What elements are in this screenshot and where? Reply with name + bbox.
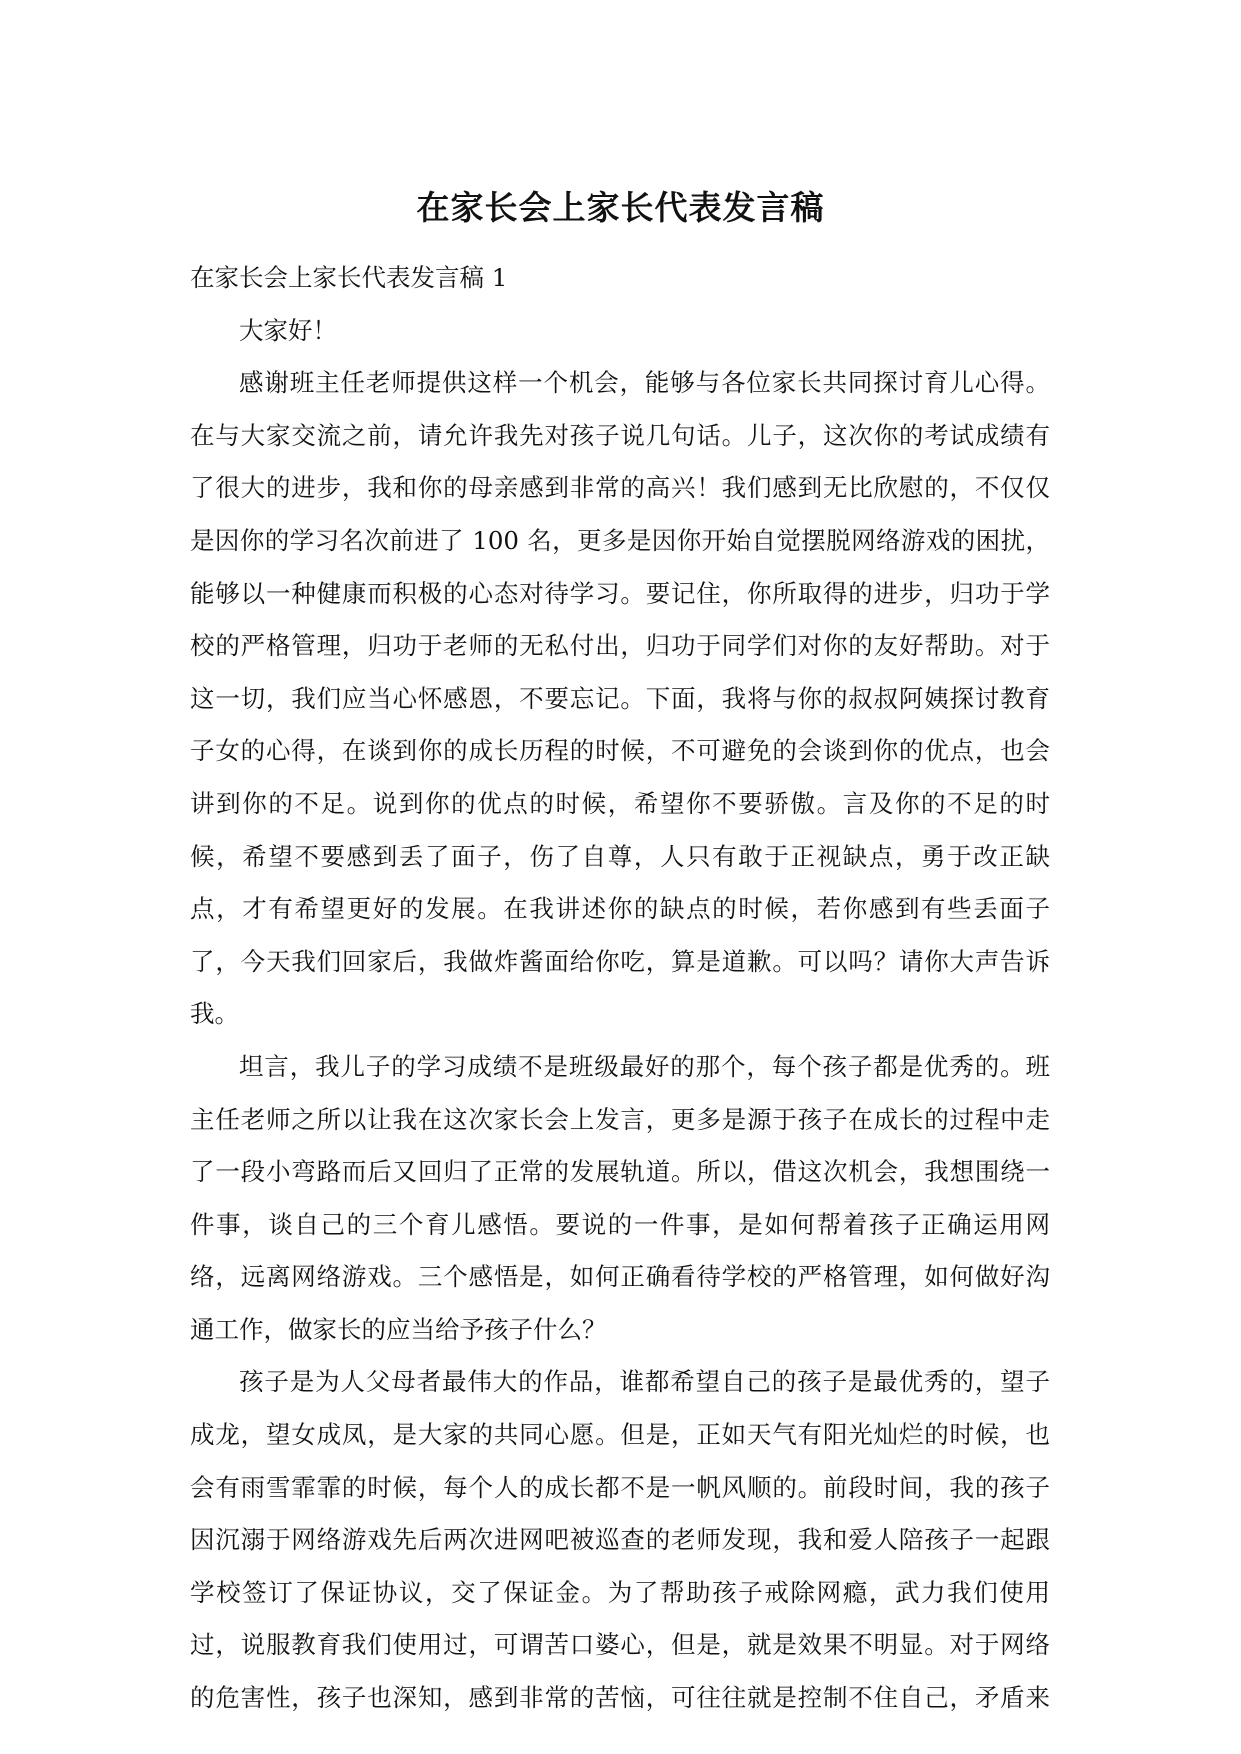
text-line: 会有雨雪霏霏的时候，每个人的成长都不是一帆风顺的。前段时间，我的孩子 — [190, 1472, 1050, 1502]
text-line: 过，说服教育我们使用过，可谓苦口婆心，但是，就是效果不明显。对于网络 — [190, 1630, 1050, 1660]
text-line: 件事，谈自己的三个育儿感悟。要说的一件事，是如何帮着孩子正确运用网 — [190, 1209, 1050, 1239]
document-title: 在家长会上家长代表发言稿 — [416, 188, 825, 227]
text-line: 学校签订了保证协议，交了保证金。为了帮助孩子戒除网瘾，武力我们使用 — [190, 1577, 1050, 1607]
text-line: 讲到你的不足。说到你的优点的时候，希望你不要骄傲。言及你的不足的时 — [190, 788, 1050, 818]
text-line: 的危害性，孩子也深知，感到非常的苦恼，可往往就是控制不住自己，矛盾来 — [190, 1683, 1050, 1713]
text-line: 了一段小弯路而后又回归了正常的发展轨道。所以，借这次机会，我想围绕一 — [190, 1157, 1050, 1187]
text-line: 我。 — [190, 999, 239, 1029]
text-line: 因沉溺于网络游戏先后两次进网吧被巡查的老师发现，我和爱人陪孩子一起跟 — [190, 1525, 1050, 1555]
section-heading: 在家长会上家长代表发言稿 1 — [190, 263, 508, 292]
paragraph-lines — [190, 357, 1050, 1724]
text-line: 主任老师之所以让我在这次家长会上发言，更多是源于孩子在成长的过程中走 — [190, 1104, 1050, 1134]
greeting-line: 大家好！ — [239, 315, 337, 345]
document-body — [190, 252, 1050, 1725]
text-line: 通工作，做家长的应当给予孩子什么？ — [190, 1314, 607, 1344]
text-line: 感谢班主任老师提供这样一个机会，能够与各位家长共同探讨育儿心得。 — [239, 368, 1050, 398]
text-line: 候，希望不要感到丢了面子，伤了自尊，人只有敢于正视缺点，勇于改正缺 — [190, 841, 1050, 871]
text-line: 校的严格管理，归功于老师的无私付出，归功于同学们对你的友好帮助。对于 — [190, 631, 1050, 661]
text-line: 在与大家交流之前，请允许我先对孩子说几句话。儿子，这次你的考试成绩有 — [190, 420, 1050, 450]
text-line: 孩子是为人父母者最伟大的作品，谁都希望自己的孩子是最优秀的，望子 — [239, 1367, 1050, 1397]
text-line: 了很大的进步，我和你的母亲感到非常的高兴！我们感到无比欣慰的，不仅仅 — [190, 473, 1050, 503]
text-line: 是因你的学习名次前进了 100 名，更多是因你开始自觉摆脱网络游戏的困扰， — [190, 525, 1050, 555]
text-line: 能够以一种健康而积极的心态对待学习。要记住，你所取得的进步，归功于学 — [190, 578, 1050, 608]
text-line: 子女的心得，在谈到你的成长历程的时候，不可避免的会谈到你的优点，也会 — [190, 736, 1050, 766]
text-line: 了，今天我们回家后，我做炸酱面给你吃，算是道歉。可以吗？请你大声告诉 — [190, 946, 1050, 976]
text-line: 成龙，望女成凤，是大家的共同心愿。但是，正如天气有阳光灿烂的时候，也 — [190, 1420, 1050, 1450]
text-line: 络，远离网络游戏。三个感悟是，如何正确看待学校的严格管理，如何做好沟 — [190, 1262, 1050, 1292]
text-line: 坦言，我儿子的学习成绩不是班级最好的那个，每个孩子都是优秀的。班 — [239, 1051, 1050, 1081]
text-line: 这一切，我们应当心怀感恩，不要忘记。下面，我将与你的叔叔阿姨探讨教育 — [190, 683, 1050, 713]
text-line: 点，才有希望更好的发展。在我讲述你的缺点的时候，若你感到有些丢面子 — [190, 894, 1050, 924]
